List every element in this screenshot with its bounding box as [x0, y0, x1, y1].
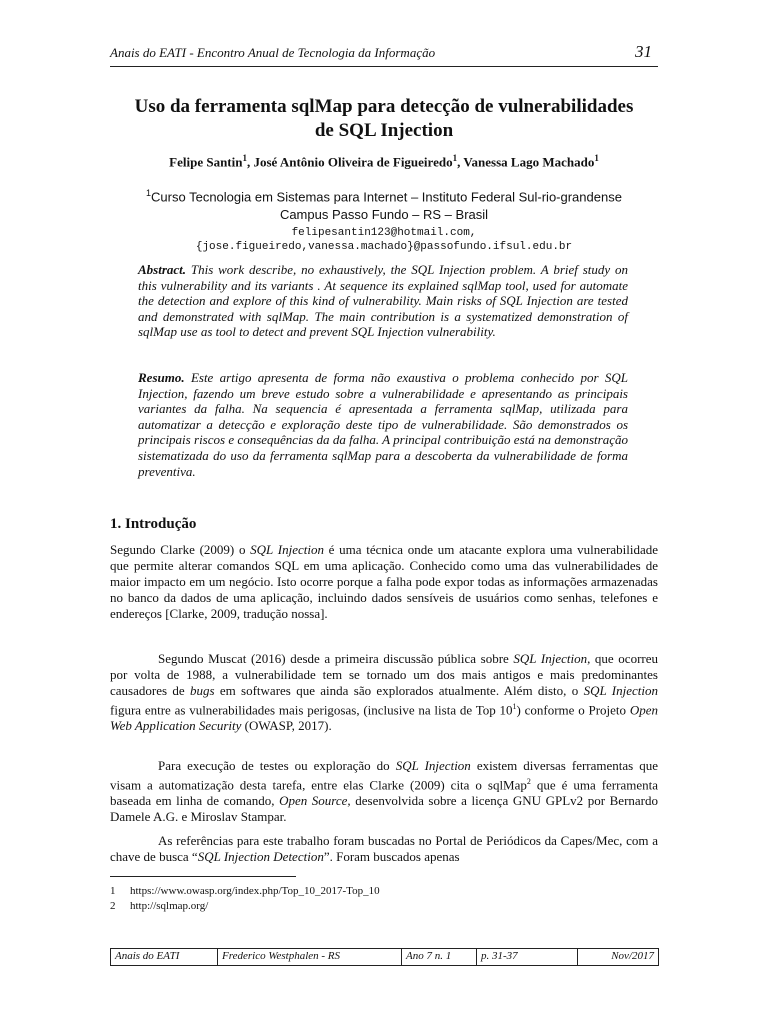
journal-name: Anais do EATI - Encontro Anual de Tecnologia da Informação	[110, 45, 436, 60]
page-footer	[110, 948, 659, 966]
paper-title	[90, 95, 678, 143]
footnote-link[interactable]: http://sqlmap.org/	[130, 900, 209, 912]
abstract-label: Abstract.	[138, 262, 187, 277]
footer-journal: Anais do EATI	[111, 949, 218, 965]
author-emails	[90, 226, 678, 254]
affiliation	[90, 184, 678, 224]
author-name: Vanessa Lago Machado	[463, 154, 595, 170]
affil-line-1: Curso Tecnologia em Sistemas para Internet – Instituto Federal Sul-rio-grandense	[151, 189, 622, 205]
paragraph-4: As referências para este trabalho foram buscadas no Portal de Periódicos da Capes/Mec, com a chave de busca “SQL Injection Detection”. Foram buscados apenas	[110, 833, 658, 864]
affil-mark: 1	[146, 188, 152, 198]
author-list: Felipe Santin$^1$, José Antônio Oliveira de Figueiredo$^1$, Vanessa Lago Machado$^1$	[169, 153, 599, 170]
footer-pages: p. 31-37	[477, 949, 578, 965]
page-number: 31	[635, 42, 652, 61]
author-affil-mark: 1	[242, 153, 247, 163]
title-line-2: de SQL Injection	[314, 120, 454, 141]
abstract-text: This work describe, no exhaustively, the SQL Injection problem. A brief study on this vulnerability and its variants . At sequence its explained sqlMap tool, used for automate the detection and explore of this kind of vulnerability. Main risks of SQL Injection are tested and demonstrated with sqlMap. The main contribution is a systematized demonstration of sqlMap use as tool to detect and prevent SQL Injection vulnerability.	[138, 262, 629, 340]
email-line-2: {jose.figueiredo,vanessa.machado}@passofundo.ifsul.edu.br	[195, 241, 573, 253]
abstract-english	[138, 262, 628, 340]
footnote-ref[interactable]: 1	[512, 702, 517, 711]
footnote-divider	[110, 876, 296, 877]
paragraph-1: Segundo Clarke (2009) o SQL Injection é uma técnica onde um atacante explora uma vulnerabilidade que permite alterar comandos SQL em uma aplicação. Conhecido como uma das vulnerabilidades de maior impacto em um negócio. Isto ocorre porque a falha pode expor todas as informações armazenadas no banco da dados de uma aplicação, incluindo dados sensíveis de usuários como senhas, telefones e endereços [Clarke, 2009, tradução nossa].	[110, 542, 658, 621]
resumo-text: Este artigo apresenta de forma não exaustiva o problema conhecido por SQL Injection, fazendo um breve estudo sobre a vulnerabilidade e apresentando as principais variantes da falha. Na sequencia é apresentada a ferramenta sqlMap, utilizada para automatizar a detecção e exploração deste tipo de vulnerabilidade. São demonstrados os principais riscos e consequências da da falha. A principal contribuição está na demonstração sistematizada do uso da ferramenta sqlMap para a descoberta da vulnerabilidade de forma preventiva.	[138, 370, 628, 479]
footnote-item: 1 https://www.owasp.org/index.php/Top_10_2017-Top_10	[110, 885, 380, 897]
affil-line-2: Campus Passo Fundo – RS – Brasil	[279, 207, 489, 223]
footer-volume: Ano 7 n. 1	[402, 949, 477, 965]
title-line-1: Uso da ferramenta sqlMap para detecção de vulnerabilidades	[134, 96, 634, 117]
email-line-1: felipesantin123@hotmail.com,	[291, 227, 477, 239]
author-name: Felipe Santin	[169, 154, 243, 170]
paragraph-2: Segundo Muscat (2016) desde a primeira discussão pública sobre SQL Injection, que ocorreu por volta de 1988, a vulnerabilidade tem se tornado um dos mais antigos e mais predominantes causadores de bugs em softwares que ainda são explorados atualmente. Além disto, o SQL Injection figura entre as vulnerabilidades mais perigosas, (inclusive na lista de Top $10^1$) conforme o Projeto Open Web Application Security (OWASP, 2017).	[110, 651, 658, 734]
footnote-ref[interactable]: 2	[526, 777, 531, 786]
footnote-item: 2 http://sqlmap.org/	[110, 900, 209, 912]
paragraph-3: Para execução de testes ou exploração do SQL Injection existem diversas ferramentas que visam a automatização desta tarefa, entre elas Clarke (2009) cita o sqlMap$^2$ que é uma ferramenta baseada em linha de comando, Open Source, desenvolvida sobre a licença GNU GPLv2 por Bernardo Damele A.G. e Miroslav Stampar.	[110, 758, 659, 825]
footnote-link[interactable]: https://www.owasp.org/index.php/Top_10_2017-Top_10	[130, 885, 380, 897]
author-affil-mark: 1	[452, 153, 458, 163]
footer-date: Nov/2017	[611, 950, 654, 962]
footnotes	[110, 884, 380, 914]
author-name: José Antônio Oliveira de Figueiredo	[253, 154, 453, 170]
footer-location: Frederico Westphalen - RS	[218, 949, 402, 965]
resumo-label: Resumo.	[138, 370, 185, 385]
abstract-portuguese	[138, 370, 628, 479]
section-heading: 1. Introdução	[110, 516, 197, 532]
running-header	[110, 42, 658, 67]
author-affil-mark: 1	[594, 153, 599, 163]
